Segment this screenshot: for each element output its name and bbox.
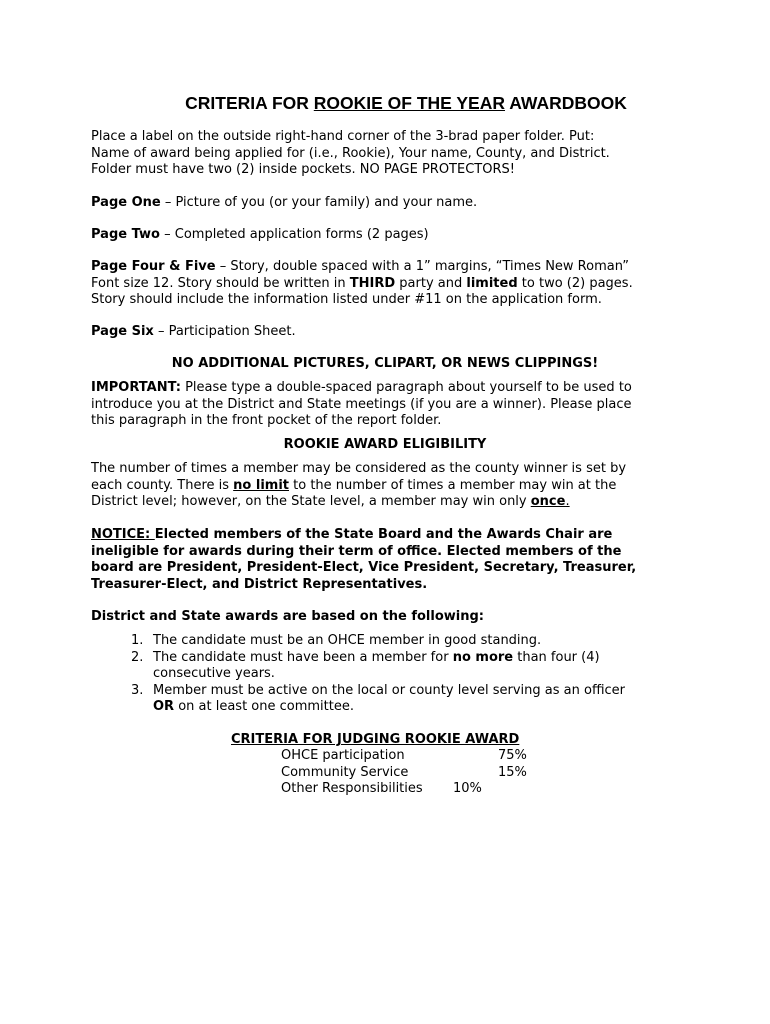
important-label: IMPORTANT:	[91, 380, 181, 395]
emphasis-or: OR	[153, 699, 175, 715]
eligibility-heading: ROOKIE AWARD ELIGIBILITY	[283, 437, 487, 452]
page-two-paragraph	[91, 227, 691, 244]
list-item	[91, 683, 691, 716]
eligibility-text: each county. There is	[91, 477, 234, 493]
page-title	[0, 93, 770, 114]
page-four-five-text: – Story, double spaced with a 1” margins, “Times New Roman”	[215, 259, 629, 274]
page-six-label: Page Six	[91, 324, 154, 339]
list-number: 3.	[131, 682, 144, 698]
judging-percent: 75%	[498, 748, 527, 763]
intro-line: Name of award being applied for (i.e., Rookie), Your name, County, and District.	[91, 145, 610, 161]
list-text: The candidate must be an OHCE member in good standing.	[153, 633, 542, 648]
eligibility-text: District level; however, on the State level, a member may win only	[91, 494, 531, 510]
important-text: this paragraph in the front pocket of the report folder.	[91, 413, 442, 429]
intro-paragraph	[91, 129, 691, 179]
page-six-paragraph	[91, 324, 691, 341]
list-text: Member must be active on the local or county level serving as an officer	[153, 682, 625, 698]
no-additional-notice: NO ADDITIONAL PICTURES, CLIPART, OR NEWS CLIPPINGS!	[171, 356, 599, 371]
page-one-paragraph	[91, 195, 691, 212]
emphasis-no-limit: no limit	[233, 477, 289, 493]
criteria-list	[91, 633, 691, 716]
judging-percent: 15%	[498, 764, 527, 780]
notice-paragraph	[91, 527, 691, 593]
list-item	[91, 633, 691, 650]
eligibility-text: The number of times a member may be considered as the county winner is set by	[91, 461, 627, 476]
page-six-text: – Participation Sheet.	[153, 324, 296, 339]
judging-table	[281, 748, 527, 798]
list-number: 2.	[131, 649, 144, 665]
important-text: Please type a double-spaced paragraph about yourself to be used to	[180, 380, 632, 395]
judging-label: Other Responsibilities	[281, 781, 423, 797]
notice-text: Treasurer-Elect, and District Representatives.	[91, 576, 428, 592]
list-item	[91, 650, 691, 683]
judging-percent: 10%	[453, 781, 482, 797]
emphasis-no-more: no more	[452, 649, 514, 665]
judging-heading: CRITERIA FOR JUDGING ROOKIE AWARD	[231, 732, 520, 747]
judging-label: Community Service	[281, 764, 409, 780]
emphasis-once: once	[530, 494, 566, 510]
list-text: on at least one committee.	[174, 699, 354, 715]
eligibility-paragraph	[91, 461, 691, 511]
intro-line: Place a label on the outside right-hand corner of the 3-brad paper folder. Put:	[91, 129, 595, 144]
emphasis-limited: limited	[466, 275, 518, 291]
list-number: 1.	[131, 633, 144, 648]
title-prefix: CRITERIA FOR	[185, 93, 314, 113]
emphasis-third: THIRD	[349, 275, 396, 291]
notice-text: ineligible for awards during their term of office. Elected members of the	[91, 543, 622, 559]
list-text: than four (4)	[513, 649, 600, 665]
list-text: The candidate must have been a member for	[153, 649, 453, 665]
district-state-heading: District and State awards are based on the following:	[91, 609, 484, 624]
title-suffix: AWARDBOOK	[505, 93, 627, 113]
important-text: introduce you at the District and State meetings (if you are a winner). Please place	[91, 396, 632, 412]
notice-text: board are President, President-Elect, Vice President, Secretary, Treasurer,	[91, 560, 637, 576]
page-four-five-text: party and	[395, 275, 467, 291]
eligibility-text: .	[565, 494, 570, 510]
page-four-five-text: to two (2) pages.	[517, 275, 633, 291]
page-one-text: – Picture of you (or your family) and your name.	[160, 195, 478, 210]
list-text: consecutive years.	[153, 666, 275, 682]
judging-row	[281, 764, 527, 782]
page-four-five-paragraph	[91, 259, 691, 309]
page-two-label: Page Two	[91, 227, 160, 242]
title-underlined: ROOKIE OF THE YEAR	[313, 93, 506, 113]
important-paragraph	[91, 380, 691, 430]
page-four-five-text: Font size 12. Story should be written in	[91, 275, 350, 291]
judging-row	[281, 748, 527, 765]
page-one-label: Page One	[91, 195, 161, 210]
page-two-text: – Completed application forms (2 pages)	[159, 227, 429, 242]
notice-label: NOTICE:	[91, 527, 155, 542]
notice-text: Elected members of the State Board and the Awards Chair are	[154, 527, 613, 542]
judging-label: OHCE participation	[281, 748, 405, 763]
intro-line: Folder must have two (2) inside pockets. NO PAGE PROTECTORS!	[91, 162, 515, 178]
page-four-five-text: Story should include the information listed under #11 on the application form.	[91, 292, 602, 308]
eligibility-text: to the number of times a member may win at the	[289, 477, 617, 493]
page-four-five-label: Page Four & Five	[91, 259, 216, 274]
judging-row	[281, 781, 482, 798]
